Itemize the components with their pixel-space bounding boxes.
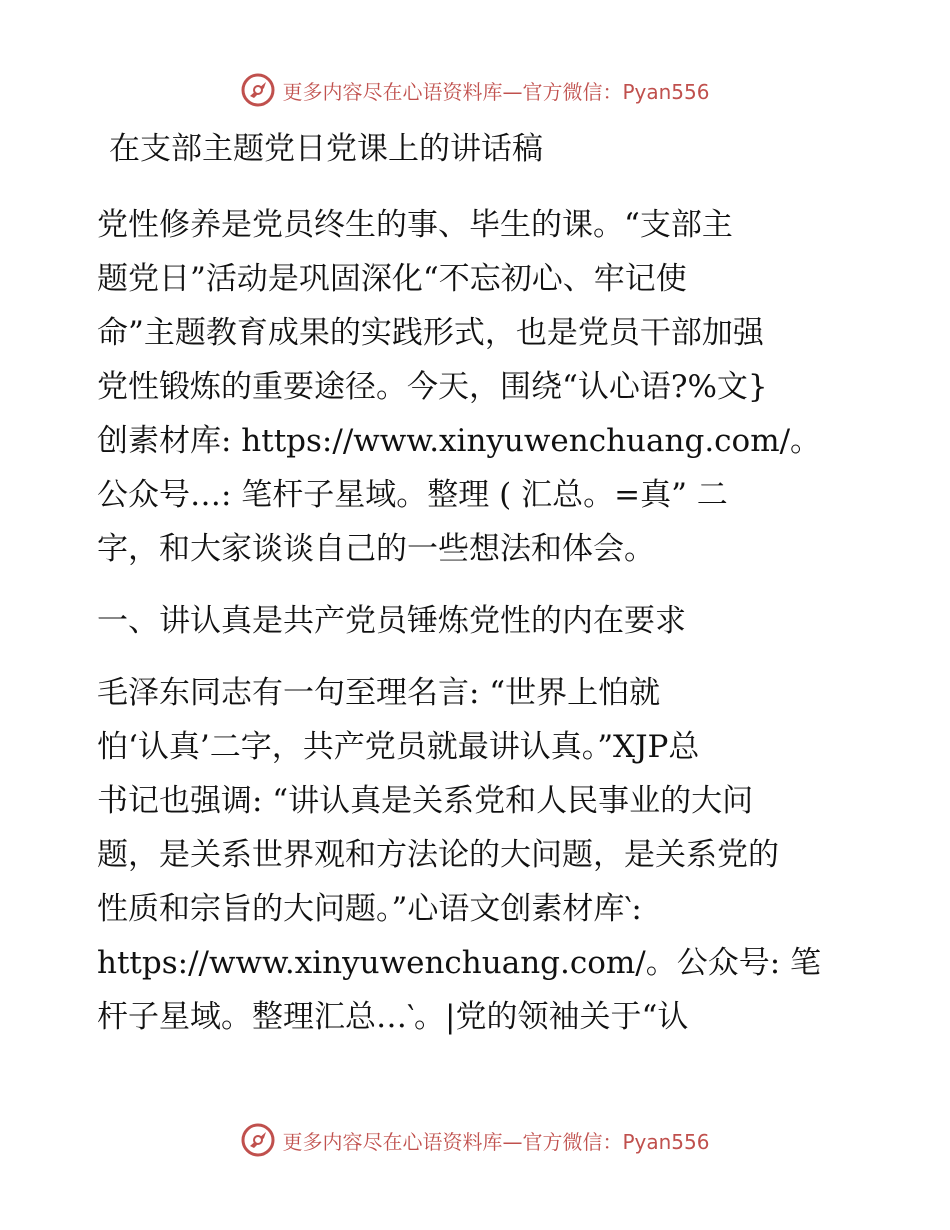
logo-icon xyxy=(240,72,276,108)
text-line: 字，和大家谈谈自己的一些想法和体会。 xyxy=(97,531,655,567)
logo-icon xyxy=(240,1122,276,1158)
text-line: 书记也强调: “讲认真是关系党和人民事业的大问 xyxy=(97,783,754,819)
text-line: 怕‘认真’二字，共产党员就最讲认真。”XJP总 xyxy=(97,729,700,765)
watermark-text: 更多内容尽在心语资料库—官方微信：Pyan556 xyxy=(282,1129,710,1154)
section-heading xyxy=(97,594,857,648)
header-watermark-banner xyxy=(0,70,950,110)
footer-watermark-banner xyxy=(0,1120,950,1160)
document-body xyxy=(97,122,857,1044)
paragraph-body xyxy=(97,666,857,1044)
heading-line: 一、讲认真是共产党员锤炼党性的内在要求 xyxy=(97,603,686,639)
text-line: https://www.xinyuwenchuang.com/。公众号: 笔 xyxy=(97,945,822,981)
text-line: 创素材库: https://www.xinyuwenchuang.com/。 xyxy=(97,423,822,459)
watermark-text: 更多内容尽在心语资料库—官方微信：Pyan556 xyxy=(282,79,710,104)
paragraph-intro xyxy=(97,198,857,576)
text-line: 党性锻炼的重要途径。今天，围绕“认心语?%文} xyxy=(97,369,768,405)
text-line: 党性修养是党员终生的事、毕生的课。“支部主 xyxy=(97,207,733,243)
text-line: 题党日”活动是巩固深化“不忘初心、牢记使 xyxy=(97,261,687,297)
text-line: 公众号…: 笔杆子星域。整理 ( 汇总。=真” 二 xyxy=(97,477,728,513)
text-line: 杆子星域。整理汇总…‵。|党的领袖关于“认 xyxy=(97,999,689,1035)
text-line: 性质和宗旨的大问题。”心语文创素材库‵: xyxy=(97,891,642,927)
text-line: 题，是关系世界观和方法论的大问题，是关系党的 xyxy=(97,837,779,873)
document-title: 在支部主题党日党课上的讲话稿 xyxy=(109,131,543,167)
text-line: 毛泽东同志有一句至理名言: “世界上怕就 xyxy=(97,675,661,711)
text-line: 命”主题教育成果的实践形式，也是党员干部加强 xyxy=(97,315,764,351)
